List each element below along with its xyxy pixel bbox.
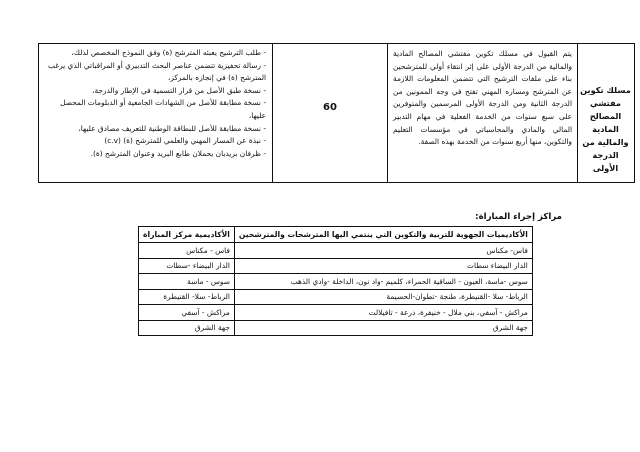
centers-header: الأكاديمية مركز المباراة bbox=[139, 227, 235, 243]
academies-cell: الدار البيضاء سطات bbox=[234, 258, 532, 274]
academies-cell: مراكش - آسفي، بني ملال - خنيفرة، درعة - تافيلالت bbox=[234, 305, 532, 321]
table-row bbox=[139, 320, 533, 336]
requirements-cell bbox=[38, 43, 273, 183]
requirement-item: - نسخة مطابقة للأصل من الشهادات الجامعية أو الدبلومات المحصل عليها، bbox=[60, 98, 266, 120]
track-title: مسلك تكوين مفتشي المصالح المادية والمالية من الدرجة الأولى bbox=[580, 85, 631, 173]
exam-centers-table bbox=[138, 226, 533, 336]
center-cell: جهة الشرق bbox=[139, 320, 235, 336]
track-table bbox=[38, 43, 635, 183]
requirement-item: - نسخة مطابقة للأصل للبطاقة الوطنية للتعريف مصادق عليها، bbox=[78, 123, 266, 133]
requirement-item: - رسالة تحفيزية تتضمن عناصر البحث التدبيري أو المراقباتي الذي يرغب المترشح (ة) في إنجازه بالمركز، bbox=[47, 60, 266, 83]
seats-cell bbox=[273, 43, 388, 183]
academies-header: الأكاديميات الجهوية للتربية والتكوين التي ينتمي اليها المترشحات والمترشحين bbox=[234, 227, 532, 243]
academies-cell: فاس- مكناس bbox=[234, 243, 532, 259]
table-row bbox=[139, 274, 533, 290]
description-cell bbox=[388, 43, 578, 183]
table-header-row bbox=[139, 227, 533, 243]
seats-count: 60 bbox=[323, 102, 337, 113]
table-row bbox=[139, 243, 533, 259]
center-cell: مراكش - آسفي bbox=[139, 305, 235, 321]
academies-cell: جهة الشرق bbox=[234, 320, 532, 336]
academies-cell: سوس -ماسة، العيون - الساقية الحمراء، كلميم -واد نون، الداخلة -وادي الذهب bbox=[234, 274, 532, 290]
requirement-item: - نسخة طبق الأصل من قرار التسمية في الإطار والدرجة، bbox=[92, 85, 266, 95]
table-row bbox=[139, 305, 533, 321]
academies-cell: الرباط- سلا -القنيطرة، طنجة -تطوان-الحسيمة bbox=[234, 289, 532, 305]
center-cell: سوس - ماسة bbox=[139, 274, 235, 290]
title-cell bbox=[578, 43, 635, 183]
center-cell: فاس - مكناس bbox=[139, 243, 235, 259]
table-row bbox=[139, 258, 533, 274]
requirement-item: - طلب الترشيح يعبئه المترشح (ة) وفق النموذج المخصص لذلك، bbox=[71, 48, 266, 57]
section-heading: مراكز إجراء المباراة: bbox=[475, 212, 562, 222]
table-row bbox=[139, 289, 533, 305]
track-description: يتم القبول في مسلك تكوين مفتشي المصالح المادية والمالية من الدرجة الأولى على إثر انتقاء أولي للمترشحين بناء على ملفات الترشيح التي تتضمن المعلومات اللازمة عن المترشح ومساره المهني تفتح في وجه الممونين من الدرجة الثانية ومن الدرجة الأولى المرسمين والمتوفرين على سبع سنوات من الخدمة الفعلية في مهام التدبير المالي والمادي والمحاسباتي في مؤسسات التعليم والتكوين، منها أربع سنوات من الخدمة بهذه الصفة. bbox=[393, 49, 572, 147]
center-cell: الرباط- سلا- القنيطرة bbox=[139, 289, 235, 305]
center-cell: الدار البيضاء -سطات bbox=[139, 258, 235, 274]
requirements-list bbox=[45, 47, 266, 160]
requirement-item: - ظرفان بريديان يحملان طابع البريد وعنوان المترشح (ة). bbox=[90, 148, 266, 158]
requirement-item: - نبذة عن المسار المهني والعلمي للمترشح (ة) (c.v) bbox=[104, 136, 266, 146]
